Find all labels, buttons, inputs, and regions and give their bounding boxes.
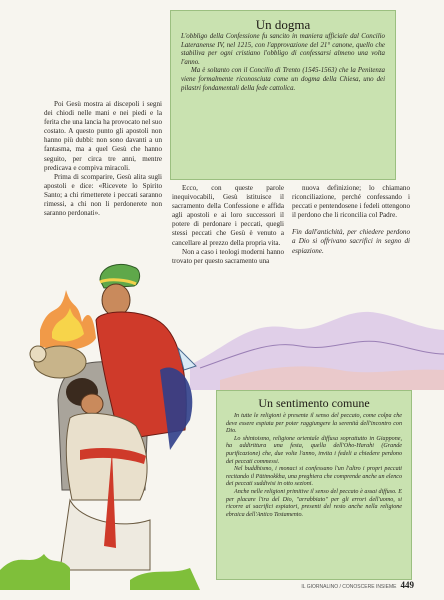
dogma-box-body xyxy=(181,33,385,93)
common-feeling-paragraph-1: In tutte le religioni è presente il senso del peccato, come colpa che deve essere espiata per poter raggiungere la serenità dell'incontro con Dio. xyxy=(226,413,402,435)
common-feeling-box-body xyxy=(226,413,402,519)
left-column xyxy=(44,100,162,218)
middle-paragraph-1: Ecco, con queste parole inequivocabili, Gesù istituisce il sacramento della Confessione e affida agli apostoli e ai loro successori il potere di perdonare i peccati, quegli stessi peccati che Gesù è venuto a cancellare al prezzo della propria vita. xyxy=(172,184,284,247)
dogma-box-title: Un dogma xyxy=(255,17,311,32)
common-feeling-paragraph-4: Anche nelle religioni primitive il senso del peccato è assai diffuso. E per placare l'ira del Dio, "arrabbiato" per gli errori dell'uomo, si ricorre ai sacrifici espiatori, presenti del resto anche nella religione ebraica dell'Antico Testamento. xyxy=(226,488,402,518)
common-feeling-paragraph-2: Lo shintoismo, religione orientale diffusa soprattutto in Giappone, ha addirittura una festa, quella dell'Oho-Harahi (Grande purificazione) che, due volte l'anno, invita i fedeli a chiedere perdono dei peccati commessi. xyxy=(226,435,402,465)
common-feeling-box-title: Un sentimento comune xyxy=(258,396,370,410)
common-feeling-paragraph-3: Nel buddhismo, i monaci si confessano l'un l'altro i propri peccati recitando il Pātimokkha, una preghiera che comprende anche un elenco dei peccati suddivisi in otto sezioni. xyxy=(226,466,402,488)
middle-paragraph-2: Non a caso i teologi moderni hanno trovato per questo sacramento una xyxy=(172,247,284,265)
page-number: 449 xyxy=(400,580,414,590)
left-paragraph-2: Prima di scomparire, Gesù alita sugli apostoli e dice: «Ricevete lo Spirito Santo; a chi rimetterete i peccati saranno rimessi, a chi non li perdonerete non saranno perdonati». xyxy=(44,172,162,218)
common-feeling-box xyxy=(216,390,412,580)
right-paragraph-1: nuova definizione; lo chiamano riconciliazione, perché confessando i peccati e pentendosene i fedeli ottengono il perdono che li riconcilia col Padre. xyxy=(292,184,410,220)
left-paragraph-1: Poi Gesù mostra ai discepoli i segni dei chiodi nelle mani e nei piedi e la ferita che una lancia ha provocato nel suo costato. A questo punto gli apostoli non hanno più dubbi: non sono davanti a un fantasma, ma a quel Gesù che hanno seguito, per circa tre anni, mentre predicava e compiva miracoli. xyxy=(44,100,162,172)
dogma-paragraph-1: L'obbligo della Confessione fu sancito in maniera ufficiale dal Concilio Lateranense IV, nel 1215, con l'approvazione del 21° canone, quello che stabiliva per ogni cristiano l'obbligo di confessarsi almeno una volta l'anno. xyxy=(181,33,385,66)
page-footer xyxy=(301,580,414,590)
footer-publication: IL GIORNALINO / CONOSCERE INSIEME xyxy=(301,584,397,590)
dogma-paragraph-2: Ma è soltanto con il Concilio di Trento (1545-1563) che la Penitenza viene formalmente riconosciuta come un dogma della Chiesa, uno dei pilastri fondamentali della fede cattolica. xyxy=(181,67,385,92)
right-column xyxy=(292,184,410,256)
dogma-box xyxy=(170,10,396,180)
illustration-caption: Fin dall'antichità, per chiedere perdono a Dio si offrivano sacrifici in segno di espiazione. xyxy=(292,228,410,255)
